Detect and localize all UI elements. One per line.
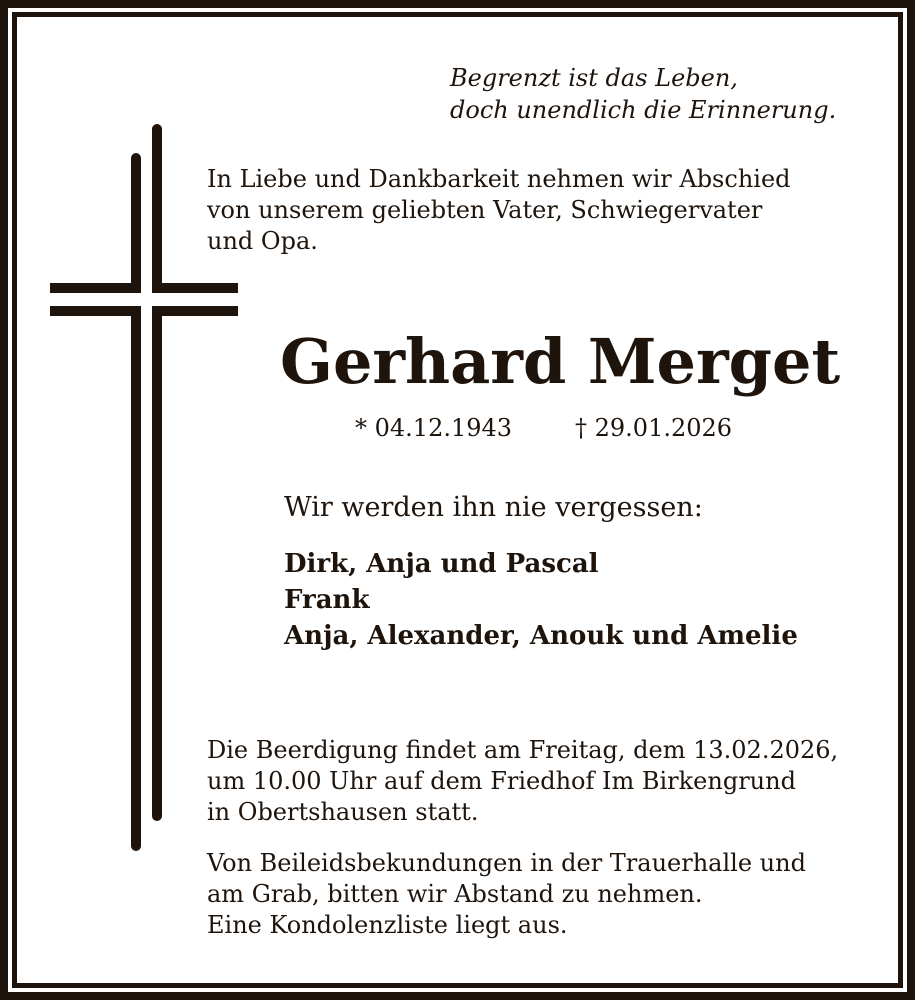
deceased-name: Gerhard Merget — [280, 325, 841, 398]
funeral-line: in Obertshausen statt. — [207, 798, 479, 826]
family-entry: Dirk, Anja und Pascal — [284, 549, 599, 579]
motto-line: Begrenzt ist das Leben, — [450, 64, 738, 92]
intro-line: In Liebe und Dankbarkeit nehmen wir Abschied — [207, 165, 791, 193]
family-list — [284, 546, 798, 654]
intro-line: von unserem geliebten Vater, Schwiegervater — [207, 196, 763, 224]
funeral-line: Die Beerdigung findet am Freitag, dem 13.02.2026, — [207, 736, 839, 764]
intro-line: und Opa. — [207, 227, 318, 255]
funeral-line: um 10.00 Uhr auf dem Friedhof Im Birkengrund — [207, 767, 796, 795]
condolence-line: am Grab, bitten wir Abstand zu nehmen. — [207, 880, 703, 908]
family-entry: Frank — [284, 585, 370, 615]
never-forget-line: Wir werden ihn nie vergessen: — [284, 492, 703, 523]
birth-date: * 04.12.1943 — [355, 414, 513, 442]
condolence-info — [207, 848, 806, 941]
family-entry: Anja, Alexander, Anouk und Amelie — [284, 621, 798, 651]
funeral-info — [207, 735, 838, 828]
condolence-line: Eine Kondolenzliste liegt aus. — [207, 911, 568, 939]
condolence-line: Von Beileidsbekundungen in der Trauerhalle und — [207, 849, 806, 877]
death-date: † 29.01.2026 — [575, 414, 733, 442]
motto — [450, 62, 836, 126]
motto-line: doch unendlich die Erinnerung. — [450, 96, 837, 124]
intro-text — [207, 164, 791, 257]
